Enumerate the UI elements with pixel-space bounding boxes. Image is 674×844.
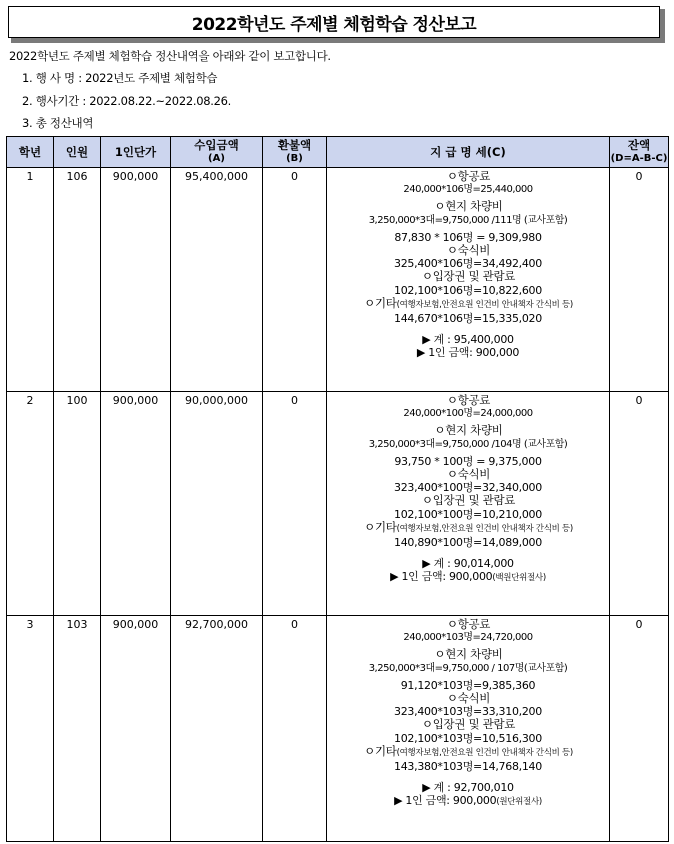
header-balance-sub: (D=A-B-C): [610, 153, 668, 164]
detail-admission-head: ㅇ입장권 및 관람료: [421, 717, 516, 732]
detail-admission-head: ㅇ입장권 및 관람료: [421, 269, 516, 284]
detail-airfare-calc: 240,000*100명=24,000,000: [403, 408, 533, 420]
detail-lodging-calc: 323,400*103명=33,310,200: [394, 705, 542, 719]
detail-per-person-amount: [327, 794, 609, 809]
detail-vehicle-head: ㅇ현지 차량비: [434, 199, 503, 214]
header-grade: 학년: [7, 137, 54, 168]
cell-grade: 1: [7, 168, 54, 392]
cell-refund: 0: [263, 392, 327, 616]
header-count: 인원: [54, 137, 101, 168]
detail-vehicle-head: ㅇ현지 차량비: [434, 423, 503, 438]
detail-admission-calc: 102,100*103명=10,516,300: [394, 731, 542, 745]
detail-airfare-calc: 240,000*103명=24,720,000: [403, 632, 533, 644]
detail-lodging-head: ㅇ숙식비: [446, 467, 491, 482]
detail-per-person-note: (원단위절사): [496, 797, 542, 808]
detail-total: ▶ 계 : 92,700,010: [422, 781, 514, 795]
detail-per-person-amount: [327, 570, 609, 585]
detail-other-label: ㅇ기타: [364, 743, 397, 758]
detail-per-person-note: (백원단위절사): [492, 573, 546, 584]
detail-other-note: (여행자보험,안전요원 인건비 안내책자 간식비 등): [396, 747, 573, 758]
cell-grade: 2: [7, 392, 54, 616]
cell-refund: 0: [263, 616, 327, 842]
cell-detail: [327, 392, 610, 616]
detail-lodging-head: ㅇ숙식비: [446, 691, 491, 706]
detail-lodging-head: ㅇ숙식비: [446, 243, 491, 258]
cell-per-person: 900,000: [101, 616, 171, 842]
detail-vehicle-head: ㅇ현지 차량비: [434, 647, 503, 662]
table-row: [7, 616, 669, 842]
detail-other-label: ㅇ기타: [364, 519, 397, 534]
cell-balance: 0: [610, 392, 669, 616]
detail-vehicle-per-person: 91,120*103명=9,385,360: [400, 678, 536, 692]
cell-per-person: 900,000: [101, 392, 171, 616]
header-income-sub: (A): [208, 153, 225, 164]
detail-vehicle-calc: 3,250,000*3대=9,750,000 / 107명(교사포함): [368, 662, 568, 674]
table-header-row: [7, 137, 669, 168]
detail-airfare-head: ㅇ항공료: [446, 617, 491, 631]
detail-per-person-amount: [327, 346, 609, 361]
detail-per-person-label: ▶ 1인 금액: 900,000: [394, 794, 497, 808]
detail-total: ▶ 계 : 95,400,000: [422, 333, 514, 347]
detail-vehicle-calc: 3,250,000*3대=9,750,000 /104명 (교사포함): [368, 438, 568, 450]
detail-other-head: [327, 297, 609, 312]
detail-vehicle-calc: 3,250,000*3대=9,750,000 /111명 (교사포함): [368, 214, 568, 226]
settlement-table: [6, 136, 669, 842]
header-per-person: 1인단가: [101, 137, 171, 168]
cell-refund: 0: [263, 168, 327, 392]
table-row: [7, 168, 669, 392]
detail-admission-calc: 102,100*106명=10,822,600: [394, 283, 542, 297]
header-refund: [263, 137, 327, 168]
info-event-name: 1. 행 사 명 : 2022년도 주제별 체험학습: [22, 71, 218, 85]
detail-per-person-label: ▶ 1인 금액: 900,000: [390, 570, 493, 584]
detail-other-note: (여행자보험,안전요원 인건비 안내책자 간식비 등): [396, 299, 573, 310]
detail-other-calc: 140,890*100명=14,089,000: [394, 536, 542, 550]
header-detail: 지 급 명 세(C): [327, 137, 610, 168]
detail-other-head: [327, 521, 609, 536]
header-balance: [610, 137, 669, 168]
cell-per-person: 900,000: [101, 168, 171, 392]
info-settlement-heading: 3. 총 정산내역: [22, 116, 94, 130]
detail-other-note: (여행자보험,안전요원 인건비 안내책자 간식비 등): [396, 523, 573, 534]
cell-detail: [327, 168, 610, 392]
detail-airfare-calc: 240,000*106명=25,440,000: [403, 184, 533, 196]
detail-vehicle-per-person: 87,830 * 106명 = 9,309,980: [394, 230, 542, 244]
detail-lodging-calc: 325,400*106명=34,492,400: [394, 257, 542, 271]
cell-balance: 0: [610, 168, 669, 392]
intro-text: 2022학년도 주제별 체험학습 정산내역을 아래와 같이 보고합니다.: [9, 49, 331, 63]
header-balance-label: 잔액: [627, 138, 651, 152]
cell-income: 90,000,000: [171, 392, 263, 616]
cell-income: 92,700,000: [171, 616, 263, 842]
detail-airfare-head: ㅇ항공료: [446, 393, 491, 407]
detail-vehicle-per-person: 93,750 * 100명 = 9,375,000: [394, 454, 542, 468]
cell-grade: 3: [7, 616, 54, 842]
detail-other-label: ㅇ기타: [364, 295, 397, 310]
detail-airfare-head: ㅇ항공료: [446, 169, 491, 183]
cell-count: 103: [54, 616, 101, 842]
table-row: [7, 392, 669, 616]
header-income: [171, 137, 263, 168]
cell-count: 106: [54, 168, 101, 392]
detail-other-calc: 144,670*106명=15,335,020: [394, 312, 542, 326]
page-title: 2022학년도 주제별 체험학습 정산보고: [8, 6, 660, 38]
detail-admission-head: ㅇ입장권 및 관람료: [421, 493, 516, 508]
cell-count: 100: [54, 392, 101, 616]
detail-other-calc: 143,380*103명=14,768,140: [394, 760, 542, 774]
info-event-period: 2. 행사기간 : 2022.08.22.~2022.08.26.: [22, 94, 231, 108]
cell-detail: [327, 616, 610, 842]
header-refund-sub: (B): [286, 153, 303, 164]
detail-per-person-label: ▶ 1인 금액: 900,000: [416, 346, 520, 360]
header-refund-label: 환불액: [277, 138, 312, 152]
header-income-label: 수입금액: [194, 138, 239, 152]
detail-other-head: [327, 745, 609, 760]
cell-income: 95,400,000: [171, 168, 263, 392]
cell-balance: 0: [610, 616, 669, 842]
detail-admission-calc: 102,100*100명=10,210,000: [394, 507, 542, 521]
detail-total: ▶ 계 : 90,014,000: [422, 557, 514, 571]
detail-lodging-calc: 323,400*100명=32,340,000: [394, 481, 542, 495]
